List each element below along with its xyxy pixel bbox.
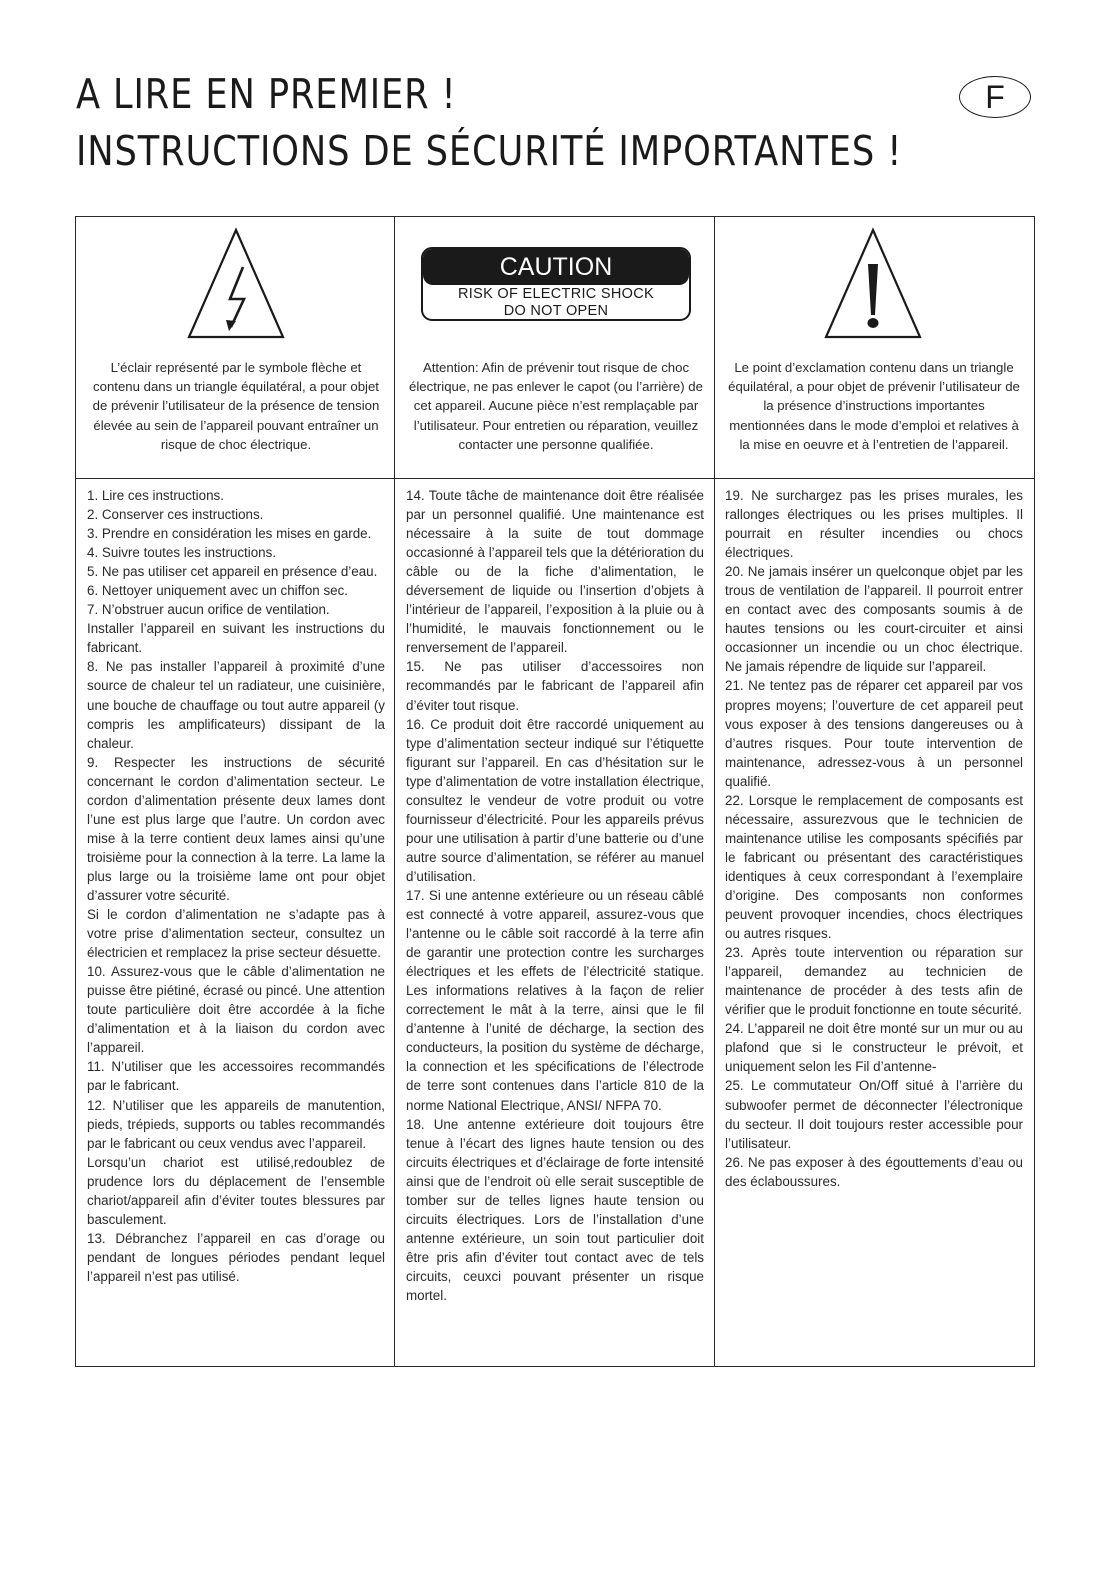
lightning-description: L’éclair représenté par le symbole flèche et contenu dans un triangle équilatéral, a pour objet de prévenir l’utilisateur de la présence de tension élevée au sein de l’appareil pouvant entraîner un risque de choc électrique.	[92, 360, 380, 452]
column-divider	[714, 217, 715, 1366]
instruction-item: 2. Conserver ces instructions.	[87, 507, 264, 523]
instruction-item: 14. Toute tâche de maintenance doit être réalisée par un personnel qualifié. Une maintenance est nécessaire à la suite de tout dommage occasionné à l’appareil tels que la détérioration du câble ou de la fiche d’alimentation, le déversement de liquide ou l’insertion d’objets à l’intérieur de l’appareil, l’exposition à la pluie ou à l’humidité, le mauvais fonctionnement ou le renversement de l’appareil.	[406, 488, 704, 656]
instruction-item: 12. N’utiliser que les appareils de manutention, pieds, trépieds, supports ou tables recommandés par le fabricant ou ceux vendus avec l’appareil.	[87, 1097, 385, 1151]
exclamation-triangle-icon	[823, 227, 923, 341]
instruction-item: 23. Après toute intervention ou réparation sur l’appareil, demandez au technicien de maintenance de procéder à des tests afin de vérifier que le produit fonctionne en toute sécurité.	[725, 945, 1023, 1018]
caution-line-1: RISK OF ELECTRIC SHOCK	[458, 286, 654, 302]
row-divider	[76, 478, 1034, 479]
caution-heading: CAUTION	[423, 249, 689, 285]
instruction-item: 1. Lire ces instructions.	[87, 488, 224, 503]
instruction-item: Si le cordon d’alimentation ne s’adapte pas à votre prise d’alimentation secteur, consultez un électricien et remplacez la prise secteur désuette.	[87, 907, 385, 961]
instruction-item: 18. Une antenne extérieure doit toujours être tenue à l’écart des lignes haute tension ou des circuits électriques et d’éclairage de forte intensité ainsi que de l’endroit où elle serait susceptible de tomber sur de telles lignes haute tension ou circuits électriques. Lors de l’installation d’une antenne extérieure, un soin tout particulier doit être pris afin d’éviter tout contact avec de tels circuits, ceuxci pouvant présenter un risque mortel.	[406, 1116, 704, 1303]
instruction-item: 24. L’appareil ne doit être monté sur un mur ou au plafond que si le constructeur le prévoit, et uniquement selon les Fil d’antenne-	[725, 1021, 1023, 1075]
instruction-item: 11. N’utiliser que les accessoires recommandés par le fabricant.	[87, 1059, 385, 1094]
instruction-item: 17. Si une antenne extérieure ou un réseau câblé est connecté à votre appareil, assurez-vous que l’antenne ou le câble soit raccordé à la terre afin de garantir une protection contre les surcharges électriques et les effets de l’électricité statique. Les informations relatives à la façon de relier correctement le mât à la terre, ainsi que le fil d’antenne à l’unité de décharge, la section des conducteurs, la position du système de décharge, la connection et les spécifications de l’électrode de terre sont contenues dans l’article 810 de la norme National Electrique, ANSI/ NFPA 70.	[406, 887, 704, 1113]
caution-line-2: DO NOT OPEN	[503, 303, 609, 319]
instruction-item: 22. Lorsque le remplacement de composants est nécessaire, assurezvous que le technicien de maintenance utilise les composants spécifiés par le fabricant ou présentant des caractéristiques identiques à ceux correspondant à l’exemplaire d’origine. Des composants non conformes peuvent provoquer incendies, chocs électriques ou autres risques.	[725, 792, 1023, 942]
caution-label	[421, 247, 691, 321]
instruction-item: 10. Assurez-vous que le câble d’alimentation ne puisse être piétiné, écrasé ou pincé. Une attention toute particulière doit être accordée à la fiche d’alimentation et à la liaison du cordon avec l’appareil.	[87, 964, 385, 1056]
caution-subtext	[423, 285, 689, 320]
instruction-item: 26. Ne pas exposer à des égouttements d’eau ou des éclaboussures.	[725, 1154, 1023, 1189]
page-title	[76, 66, 902, 180]
instructions-column-3	[725, 486, 1023, 1191]
caution-description: Attention: Afin de prévenir tout risque de choc électrique, ne pas enlever le capot (ou l’arrière) de cet appareil. Aucune pièce n’est remplaçable par l’utilisateur. Pour entretien ou réparation, veuillez contacter une personne qualifiée.	[409, 360, 703, 452]
instruction-item: 16. Ce produit doit être raccordé uniquement au type d’alimentation secteur indiqué sur l’étiquette figurant sur l’appareil. En cas d’hésitation sur le type d’alimentation de votre installation électrique, consultez le vendeur de votre produit ou votre fournisseur d’électricité. Pour les appareils prévus pour une utilisation à partir d’une batterie ou d’une autre source d’alimentation, se référer au manuel d’utilisation.	[406, 716, 704, 884]
instruction-item: 7. N’obstruer aucun orifice de ventilation.	[87, 602, 330, 618]
instruction-item: 21. Ne tentez pas de réparer cet appareil par vos propres moyens; l’ouverture de cet appareil peut vous exposer à des tensions dangereuses ou à d’autres risques. Pour toute intervention de maintenance, adressez-vous à un personnel qualifié.	[725, 678, 1023, 789]
instruction-item: 13. Débranchez l’appareil en cas d’orage ou pendant de longues périodes pendant lequel l’appareil n’est pas utilisé.	[87, 1230, 385, 1284]
instruction-item: 3. Prendre en considération les mises en garde.	[87, 526, 372, 542]
language-badge: F	[959, 76, 1031, 118]
safety-table	[75, 216, 1035, 1367]
instruction-item: Lorsqu’un chariot est utilisé,redoublez de prudence lors du déplacement de l’ensemble chariot/appareil afin d’éviter toutes blessures par basculement.	[87, 1154, 385, 1227]
column-divider	[394, 217, 395, 1366]
instruction-item: 15. Ne pas utiliser d’accessoires non recommandés par le fabricant de l’appareil afin d’éviter tout risque.	[406, 659, 704, 713]
instruction-item: Installer l’appareil en suivant les instructions du fabricant.	[87, 621, 385, 656]
instruction-item: 5. Ne pas utiliser cet appareil en présence d’eau.	[87, 564, 378, 580]
title-line-2: INSTRUCTIONS DE SÉCURITÉ IMPORTANTES !	[76, 127, 903, 175]
instruction-item: 9. Respecter les instructions de sécurité concernant le cordon d’alimentation secteur. Le cordon d’alimentation présente deux lames dont l’une est plus large que l’autre. Un cordon avec mise à la terre contient deux lames ainsi qu’une troisième pour la connection à la terre. La lame la plus large ou la troisième lame ont pour objet d’assurer votre sécurité.	[87, 754, 385, 903]
instruction-item: 8. Ne pas installer l’appareil à proximité d’une source de chaleur tel un radiateur, une cuisinière, une bouche de chauffage ou tout autre appareil (y compris les amplificateurs) dissipant de la chaleur.	[87, 659, 385, 751]
instruction-item: 20. Ne jamais insérer un quelconque objet par les trous de ventilation de l’appareil. Il pourroit entrer en contact avec des composants soumis à de hautes tensions ou les court-circuiter et ainsi occasionner un incendie ou un choc électrique. Ne jamais répendre de liquide sur l’appareil.	[725, 564, 1023, 675]
instruction-item: 19. Ne surchargez pas les prises murales, les rallonges électriques ou les prises multiples. Il pourrait en résulter incendies ou chocs électriques.	[725, 488, 1023, 561]
lightning-triangle-icon	[186, 227, 286, 341]
instruction-item: 6. Nettoyer uniquement avec un chiffon sec.	[87, 583, 349, 599]
instruction-item: 25. Le commutateur On/Off situé à l’arrière du subwoofer permet de déconnecter l’électronique du secteur. Il doit toujours rester accessible pour l’utilisateur.	[725, 1078, 1023, 1151]
title-line-1: A LIRE EN PREMIER !	[76, 70, 457, 118]
instruction-item: 4. Suivre toutes les instructions.	[87, 545, 277, 561]
exclamation-description: Le point d’exclamation contenu dans un triangle équilatéral, a pour objet de prévenir l’utilisateur de la présence d’instructions importantes mentionnées dans le mode d’emploi et relatives à la mise en oeuvre et à l’entretien de l’appareil.	[728, 360, 1020, 452]
instructions-column-2	[406, 486, 704, 1305]
instructions-column-1	[87, 486, 385, 1286]
